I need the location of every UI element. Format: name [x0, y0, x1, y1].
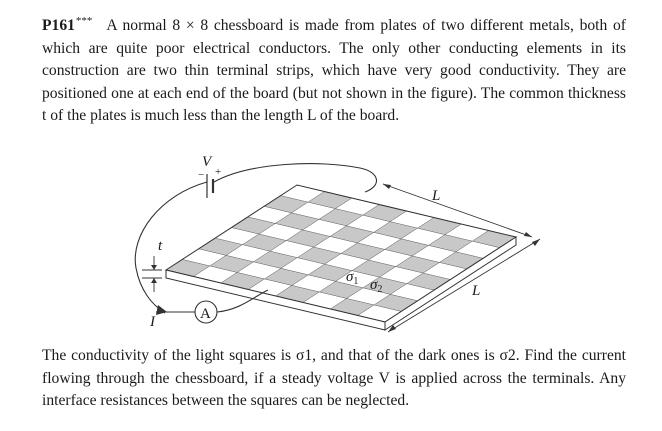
problem-question: [42, 345, 626, 413]
ammeter-label: A: [200, 306, 211, 322]
arrow-up-icon: [151, 278, 157, 283]
current-arrow-icon: [156, 305, 167, 315]
voltage-label: V: [202, 154, 212, 170]
length-label-right: L: [472, 283, 481, 299]
chessboard: [166, 185, 516, 322]
arrow-up-right-icon: [532, 239, 540, 246]
sigma2-label: $\sigma_2$: [370, 277, 383, 295]
problem-id: P161: [42, 17, 75, 35]
thickness-dimension: [142, 256, 162, 292]
arrow-down-icon: [151, 265, 157, 270]
thickness-label: t: [158, 238, 163, 254]
left-wire: [135, 182, 207, 313]
intro-text: A normal 8 × 8 chessboard is made from plates of two different metals, both of which are quite poor electrical conductors. The only other conducting elements in its construction are two thin terminal strips, which have very good conductivity. They are positioned one at each end of the board (but not shown in the figure). The common thickness t of the plates is much less than the length L of the board.: [42, 17, 626, 125]
battery-icon: [207, 174, 213, 198]
arrow-left-icon: [383, 184, 391, 189]
question-text: The conductivity of the light squares is σ1, and that of the dark ones is σ2. Find the current flowing through the chessboard, if a steady voltage V is applied across the terminals. Any interface resistances between the squares can be neglected.: [42, 347, 626, 409]
length-label-top: L: [432, 188, 441, 204]
minus-sign: −: [198, 169, 205, 181]
arrow-right-icon: [524, 232, 532, 237]
difficulty-stars: ***: [75, 15, 93, 27]
sigma1-label: $\sigma_1$: [346, 269, 359, 287]
current-label: I: [150, 314, 155, 330]
plus-sign: +: [215, 166, 222, 178]
